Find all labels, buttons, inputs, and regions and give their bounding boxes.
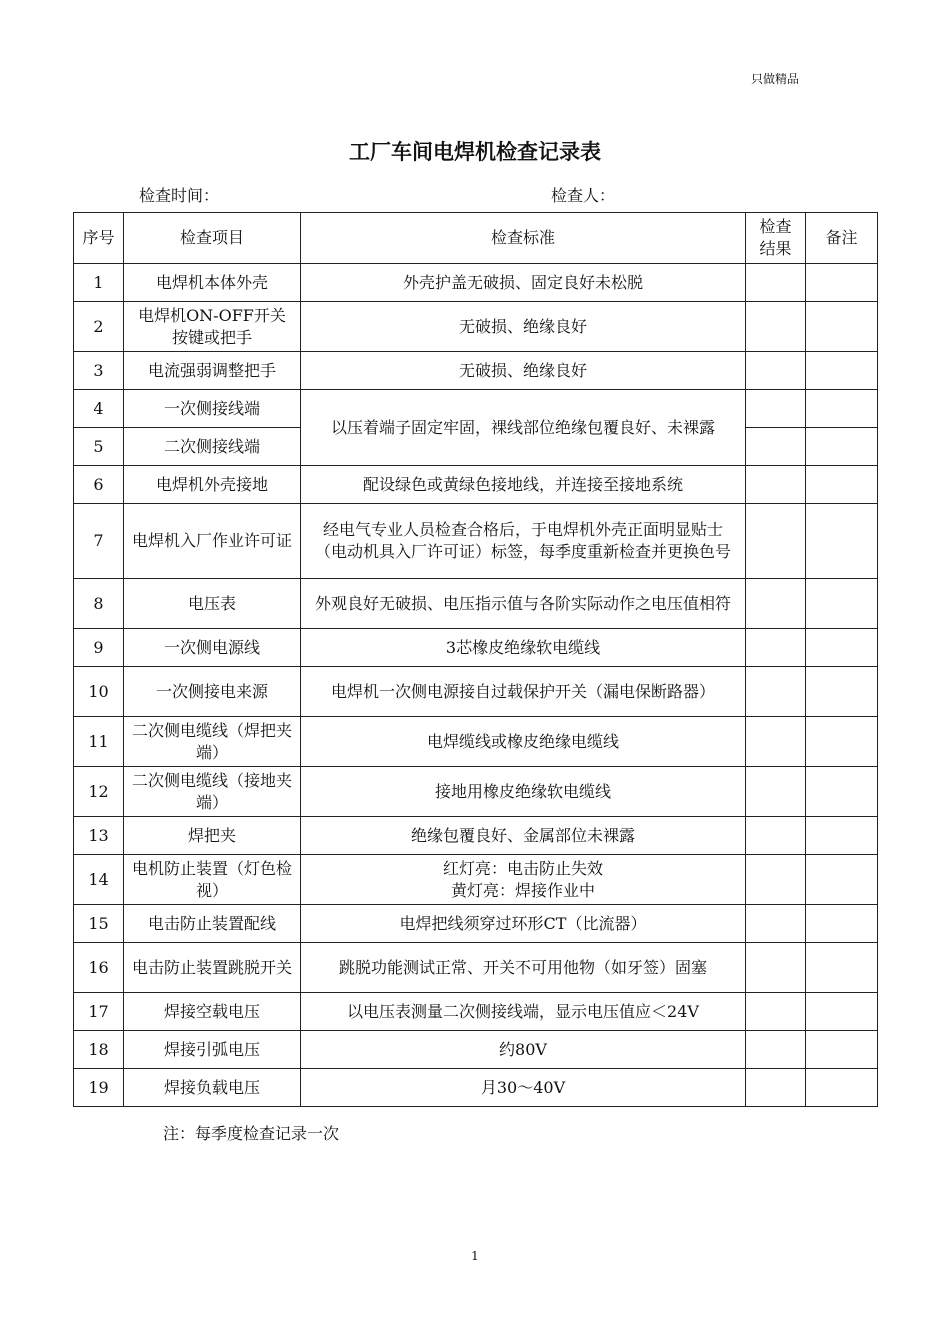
row-number: 16 (74, 943, 124, 993)
row-item: 焊把夹 (124, 817, 301, 855)
row-standard: 红灯亮：电击防止失效 黄灯亮：焊接作业中 (301, 855, 746, 905)
header-no: 序号 (74, 213, 124, 264)
row-number: 18 (74, 1031, 124, 1069)
row-number: 13 (74, 817, 124, 855)
row-number: 14 (74, 855, 124, 905)
row-result-cell (746, 264, 806, 302)
row-standard: 以电压表测量二次侧接线端，显示电压值应＜24V (301, 993, 746, 1031)
table-row (74, 667, 878, 717)
row-remark-cell (806, 905, 878, 943)
row-standard: 无破损、绝缘良好 (301, 352, 746, 390)
table-row (74, 855, 878, 905)
row-number: 11 (74, 717, 124, 767)
row-number: 19 (74, 1069, 124, 1107)
row-result-cell (746, 629, 806, 667)
table-row (74, 717, 878, 767)
row-result-cell (746, 466, 806, 504)
row-item: 电击防止装置配线 (124, 905, 301, 943)
header-item: 检查项目 (124, 213, 301, 264)
row-number: 17 (74, 993, 124, 1031)
row-result-cell (746, 302, 806, 352)
row-standard: 电焊缆线或橡皮绝缘电缆线 (301, 717, 746, 767)
row-remark-cell (806, 264, 878, 302)
row-number: 2 (74, 302, 124, 352)
row-result-cell (746, 504, 806, 579)
row-number: 6 (74, 466, 124, 504)
row-result-cell (746, 1069, 806, 1107)
row-item: 焊接负载电压 (124, 1069, 301, 1107)
row-remark-cell (806, 579, 878, 629)
table-header-row (74, 213, 878, 264)
table-row (74, 943, 878, 993)
row-result-cell (746, 943, 806, 993)
row-item: 焊接空载电压 (124, 993, 301, 1031)
row-result-cell (746, 428, 806, 466)
row-standard: 电焊机一次侧电源接自过载保护开关（漏电保断路器） (301, 667, 746, 717)
table-row (74, 1031, 878, 1069)
row-item: 电焊机本体外壳 (124, 264, 301, 302)
row-standard: 3芯橡皮绝缘软电缆线 (301, 629, 746, 667)
row-standard: 无破损、绝缘良好 (301, 302, 746, 352)
row-remark-cell (806, 993, 878, 1031)
row-remark-cell (806, 1069, 878, 1107)
row-result-cell (746, 390, 806, 428)
table-row (74, 629, 878, 667)
row-result-cell (746, 855, 806, 905)
row-result-cell (746, 717, 806, 767)
header-note: 只做精品 (751, 72, 800, 86)
row-item: 电流强弱调整把手 (124, 352, 301, 390)
page-number: 1 (471, 1249, 479, 1263)
header-result: 检查结果 (746, 213, 806, 264)
row-item: 电焊机外壳接地 (124, 466, 301, 504)
row-result-cell (746, 667, 806, 717)
row-number: 4 (74, 390, 124, 428)
row-standard: 经电气专业人员检查合格后，于电焊机外壳正面明显贴士（电动机具入厂许可证）标签，每季度重新检查并更换色号 (301, 504, 746, 579)
row-remark-cell (806, 767, 878, 817)
inspection-table (73, 212, 878, 1107)
table-row (74, 993, 878, 1031)
row-standard: 外观良好无破损、电压指示值与各阶实际动作之电压值相符 (301, 579, 746, 629)
row-number: 8 (74, 579, 124, 629)
row-remark-cell (806, 943, 878, 993)
table-row (74, 352, 878, 390)
row-item: 电击防止装置跳脱开关 (124, 943, 301, 993)
row-standard: 配设绿色或黄绿色接地线，并连接至接地系统 (301, 466, 746, 504)
inspector-label: 检查人： (551, 186, 616, 205)
row-item: 电焊机入厂作业许可证 (124, 504, 301, 579)
header-remark: 备注 (806, 213, 878, 264)
table-row (74, 390, 878, 428)
row-result-cell (746, 352, 806, 390)
table-row (74, 264, 878, 302)
row-remark-cell (806, 428, 878, 466)
footnote: 注：每季度检查记录一次 (163, 1124, 340, 1143)
row-remark-cell (806, 817, 878, 855)
row-remark-cell (806, 717, 878, 767)
row-item: 电压表 (124, 579, 301, 629)
row-number: 1 (74, 264, 124, 302)
row-item: 二次侧电缆线（焊把夹端） (124, 717, 301, 767)
row-item: 二次侧接线端 (124, 428, 301, 466)
row-remark-cell (806, 302, 878, 352)
row-remark-cell (806, 1031, 878, 1069)
row-standard: 绝缘包覆良好、金属部位未裸露 (301, 817, 746, 855)
row-number: 7 (74, 504, 124, 579)
row-item: 一次侧接电来源 (124, 667, 301, 717)
inspection-time-label: 检查时间： (139, 186, 220, 205)
row-number: 12 (74, 767, 124, 817)
row-remark-cell (806, 352, 878, 390)
row-standard: 接地用橡皮绝缘软电缆线 (301, 767, 746, 817)
page-title: 工厂车间电焊机检查记录表 (349, 140, 601, 164)
row-number: 5 (74, 428, 124, 466)
row-result-cell (746, 579, 806, 629)
row-result-cell (746, 767, 806, 817)
table-row (74, 579, 878, 629)
table-row (74, 466, 878, 504)
row-result-cell (746, 1031, 806, 1069)
row-remark-cell (806, 855, 878, 905)
row-standard: 月30～40V (301, 1069, 746, 1107)
table-row (74, 504, 878, 579)
row-number: 10 (74, 667, 124, 717)
row-remark-cell (806, 466, 878, 504)
row-item: 电焊机ON-OFF开关按键或把手 (124, 302, 301, 352)
row-remark-cell (806, 629, 878, 667)
row-standard: 以压着端子固定牢固，裸线部位绝缘包覆良好、未裸露 (301, 390, 746, 466)
row-remark-cell (806, 504, 878, 579)
row-number: 15 (74, 905, 124, 943)
table-row (74, 1069, 878, 1107)
table-row (74, 767, 878, 817)
row-standard: 电焊把线须穿过环形CT（比流器） (301, 905, 746, 943)
table-row (74, 817, 878, 855)
row-result-cell (746, 817, 806, 855)
row-standard: 约80V (301, 1031, 746, 1069)
row-number: 9 (74, 629, 124, 667)
row-result-cell (746, 905, 806, 943)
row-item: 焊接引弧电压 (124, 1031, 301, 1069)
row-standard: 外壳护盖无破损、固定良好未松脱 (301, 264, 746, 302)
row-standard: 跳脱功能测试正常、开关不可用他物（如牙签）固塞 (301, 943, 746, 993)
table-row (74, 302, 878, 352)
row-result-cell (746, 993, 806, 1031)
row-item: 电机防止装置（灯色检视） (124, 855, 301, 905)
row-item: 一次侧电源线 (124, 629, 301, 667)
row-number: 3 (74, 352, 124, 390)
row-item: 一次侧接线端 (124, 390, 301, 428)
row-item: 二次侧电缆线（接地夹端） (124, 767, 301, 817)
table-row (74, 905, 878, 943)
row-remark-cell (806, 667, 878, 717)
header-standard: 检查标准 (301, 213, 746, 264)
row-remark-cell (806, 390, 878, 428)
